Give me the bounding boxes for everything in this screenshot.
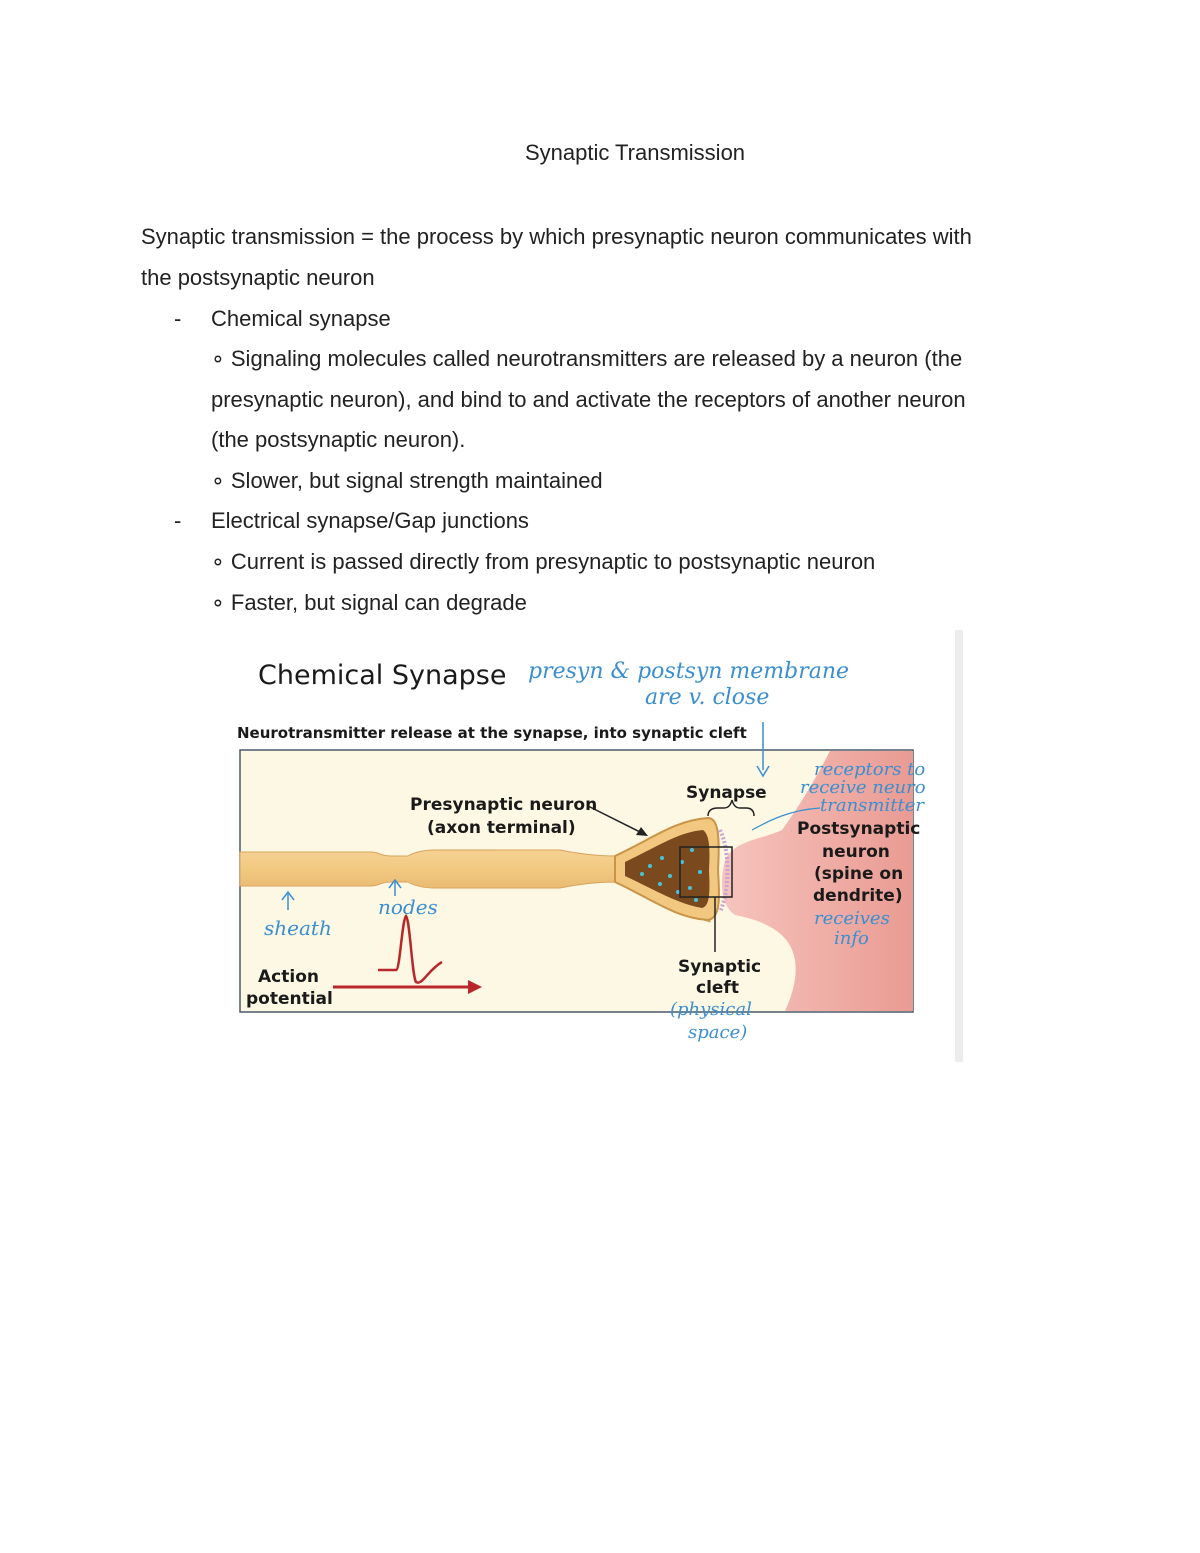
definition-line-1: Synaptic transmission = the process by which presynaptic neuron communicates with <box>141 224 972 249</box>
handwritten-note: transmitter <box>820 795 924 816</box>
figure-subtitle: Neurotransmitter release at the synapse, into synaptic cleft <box>237 724 747 742</box>
bullet-line: ∘ Signaling molecules called neurotransmitters are released by a neuron (the <box>211 346 963 371</box>
figure-title: Chemical Synapse <box>258 660 507 691</box>
page-title: Synaptic Transmission <box>524 140 746 165</box>
handwritten-note: are v. close <box>645 685 770 710</box>
presynaptic-label: (axon terminal) <box>427 818 576 838</box>
handwritten-note: sheath <box>264 916 332 940</box>
synapse-diagram <box>230 630 963 1062</box>
list-dash: - <box>174 508 182 533</box>
postsynaptic-label: Postsynaptic <box>797 819 921 839</box>
handwritten-note: receive neuro <box>800 777 926 798</box>
bullet-line: presynaptic neuron), and bind to and activate the receptors of another neuron <box>211 387 966 412</box>
handwritten-note: presyn & postsyn membrane <box>528 659 850 684</box>
cleft-label: Synaptic <box>678 957 762 977</box>
handwritten-note: nodes <box>378 895 438 919</box>
chemical-synapse-figure <box>230 630 963 1062</box>
handwritten-note: receptors to <box>814 759 926 780</box>
bullet-line: (the postsynaptic neuron). <box>211 427 466 452</box>
definition-line-2: the postsynaptic neuron <box>141 265 375 290</box>
bullet-line: ∘ Faster, but signal can degrade <box>211 590 527 615</box>
postsynaptic-label: (spine on <box>814 864 904 884</box>
list-dash: - <box>174 306 182 331</box>
handwritten-note: receives <box>814 908 890 929</box>
action-potential-label: Action <box>258 967 319 987</box>
list-item-heading: Electrical synapse/Gap junctions <box>211 508 529 533</box>
handwritten-note: space) <box>688 1022 748 1043</box>
postsynaptic-label: dendrite) <box>813 886 903 906</box>
list-item-heading: Chemical synapse <box>211 306 391 331</box>
handwritten-note: (physical <box>670 999 752 1020</box>
cleft-label: cleft <box>696 978 739 998</box>
handwritten-note: info <box>834 928 869 949</box>
bullet-line: ∘ Current is passed directly from presynaptic to postsynaptic neuron <box>211 549 876 574</box>
bullet-line: ∘ Slower, but signal strength maintained <box>211 468 603 493</box>
presynaptic-label: Presynaptic neuron <box>410 795 598 815</box>
action-potential-label: potential <box>246 989 333 1009</box>
postsynaptic-label: neuron <box>822 842 890 862</box>
synapse-label: Synapse <box>686 783 767 803</box>
